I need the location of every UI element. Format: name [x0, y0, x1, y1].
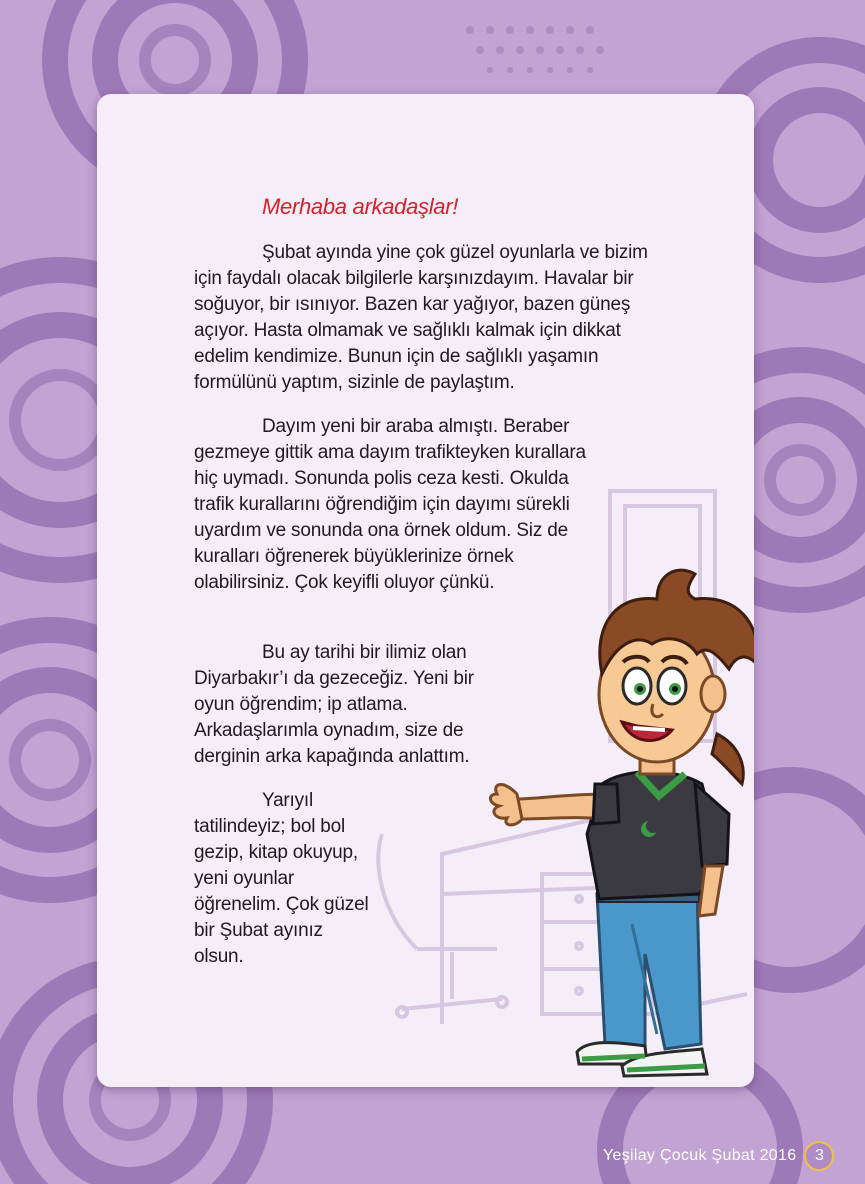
letter-paragraph-2: Dayım yeni bir araba almıştı. Beraber gezmeye gittik ama dayım trafikteyken kurallara hiç uymadı. Sonunda polis ceza kesti. Okulda trafik kurallarını öğrendiğim için dayımı sürekli uyardım ve sonunda ona örnek oldum. Siz de kuralları öğrenerek büyüklerinize örnek olabilirsiniz. Çok keyifli oluyor çünkü.: [194, 416, 586, 593]
letter-paragraph-1: Şubat ayında yine çok güzel oyunlarla ve bizim için faydalı olacak bilgilerle karşınızdayım. Havalar bir soğuyor, bir ısınıyor. Bazen kar yağıyor, bazen güneş açıyor. Hasta olmamak ve sağlıklı kalmak için dikkat edelim kendimize. Bunun için de sağlıklı yaşamın formülünü yaptım, sizinle de paylaştım.: [194, 242, 648, 393]
letter-paragraph-4: Yarıyıl tatilindeyiz; bol bol gezip, kitap okuyup, yeni oyunlar öğrenelim. Çok güzel bir Şubat ayınız olsun.: [194, 790, 369, 967]
letter-card: [97, 94, 754, 1087]
page-number: 3: [804, 1141, 834, 1171]
page-footer: [603, 1141, 834, 1171]
letter-paragraph-3: Bu ay tarihi bir ilimiz olan Diyarbakır’ı da gezeceğiz. Yeni bir oyun öğrendim; ip atlama. Arkadaşlarımla oynadım, size de derginin arka kapağında anlattım.: [194, 642, 474, 767]
magazine-issue-label: Yeşilay Çocuk Şubat 2016: [603, 1147, 797, 1164]
letter-greeting: Merhaba arkadaşlar!: [262, 194, 459, 219]
